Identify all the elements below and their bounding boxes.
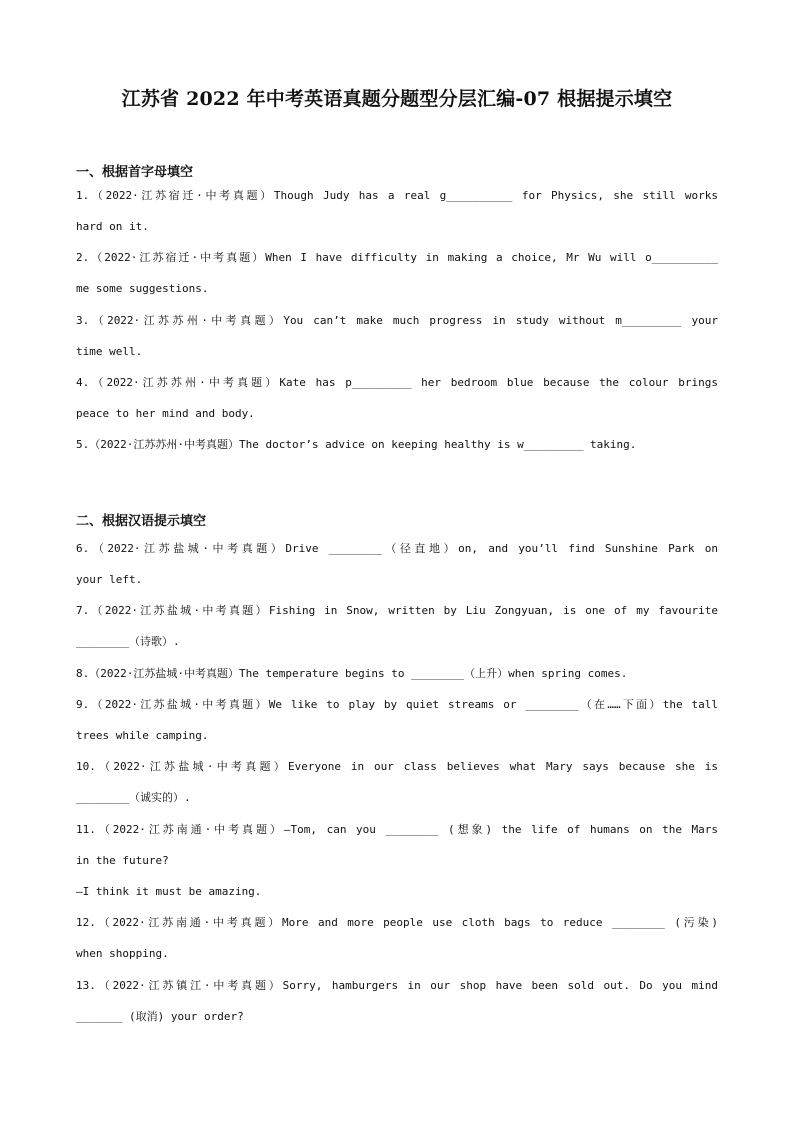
question-9-line-1: 9.（2022·江苏盐城·中考真题）We like to play by quiet streams or ________（在……下面）the tall — [76, 698, 718, 711]
section-heading-initial-letter: 一、根据首字母填空 — [76, 165, 194, 180]
question-4-line-2: peace to her mind and body. — [76, 407, 255, 420]
question-11-line-3: —I think it must be amazing. — [76, 885, 262, 898]
question-9-line-2: trees while camping. — [76, 729, 209, 742]
section-heading-chinese-hint: 二、根据汉语提示填空 — [76, 514, 207, 529]
question-7-line-1: 7.（2022·江苏盐城·中考真题）Fishing in Snow, written by Liu Zongyuan, is one of my favourite — [76, 604, 718, 617]
question-5-line-1: 5.（2022·江苏苏州·中考真题）The doctor’s advice on keeping healthy is w_________ taking. — [76, 438, 637, 451]
question-7-line-2: ________（诗歌）. — [76, 635, 180, 648]
question-8-line-1: 8.（2022·江苏盐城·中考真题）The temperature begins to ________（上升）when spring comes. — [76, 667, 628, 680]
question-12-line-2: when shopping. — [76, 947, 169, 960]
question-3-line-1: 3.（2022·江苏苏州·中考真题）You can’t make much progress in study without m_________ your — [76, 314, 718, 327]
question-6-line-1: 6.（2022·江苏盐城·中考真题）Drive ________（径直地）on, and you’ll find Sunshine Park on — [76, 542, 718, 555]
question-4-line-1: 4.（2022·江苏苏州·中考真题）Kate has p_________ her bedroom blue because the colour brings — [76, 376, 718, 389]
question-1-line-1: 1.（2022·江苏宿迁·中考真题）Though Judy has a real g__________ for Physics, she still works — [76, 189, 718, 202]
question-6-line-2: your left. — [76, 573, 143, 586]
question-11-line-1: 11.（2022·江苏南通·中考真题）—Tom, can you ________ (想象) the life of humans on the Mars — [76, 823, 718, 836]
question-10-line-1: 10.（2022·江苏盐城·中考真题）Everyone in our class believes what Mary says because she is — [76, 760, 718, 773]
question-12-line-1: 12.（2022·江苏南通·中考真题）More and more people use cloth bags to reduce ________ (污染) — [76, 916, 718, 929]
question-3-line-2: time well. — [76, 345, 143, 358]
question-13-line-2: _______ (取消) your order? — [76, 1010, 244, 1023]
question-2-line-1: 2.（2022·江苏宿迁·中考真题）When I have difficulty in making a choice, Mr Wu will o__________ — [76, 251, 718, 264]
question-10-line-2: ________（诚实的）. — [76, 791, 191, 804]
question-1-line-2: hard on it. — [76, 220, 149, 233]
question-2-line-2: me some suggestions. — [76, 282, 209, 295]
question-13-line-1: 13.（2022·江苏镇江·中考真题）Sorry, hamburgers in our shop have been sold out. Do you mind — [76, 979, 718, 992]
page-title: 江苏省 2022 年中考英语真题分题型分层汇编-07 根据提示填空 — [121, 88, 673, 110]
question-11-line-2: in the future? — [76, 854, 169, 867]
